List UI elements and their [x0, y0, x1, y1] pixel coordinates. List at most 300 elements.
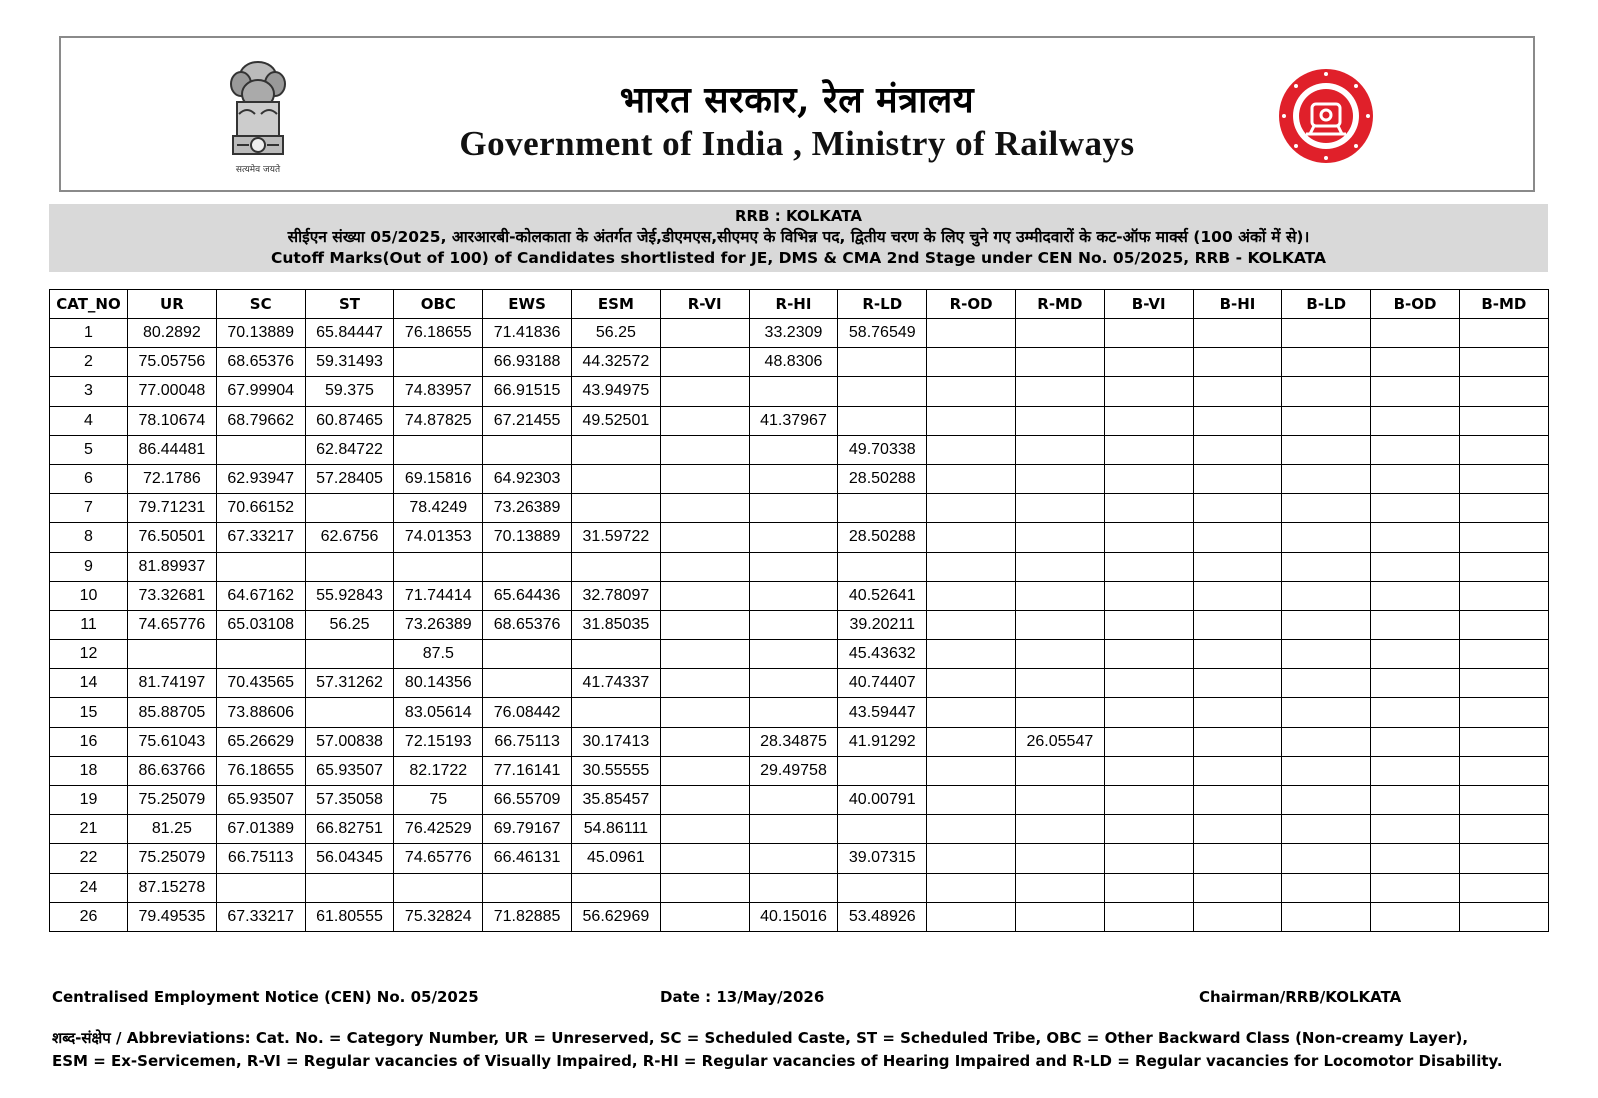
table-cell: 74.65776 — [128, 610, 217, 639]
table-cell — [1459, 581, 1548, 610]
table-cell — [216, 552, 305, 581]
table-cell — [1371, 902, 1460, 931]
table-cell — [394, 552, 483, 581]
table-row — [50, 523, 1549, 552]
table-cell — [1282, 377, 1371, 406]
table-cell — [1459, 756, 1548, 785]
table-cell — [1015, 640, 1104, 669]
table-cell — [749, 494, 838, 523]
table-cell — [1193, 464, 1282, 493]
table-cell — [1104, 902, 1193, 931]
table-cell: 80.2892 — [128, 319, 217, 348]
table-row — [50, 552, 1549, 581]
table-cell — [1015, 902, 1104, 931]
table-cell — [1193, 844, 1282, 873]
table-cell: 80.14356 — [394, 669, 483, 698]
table-cell — [1282, 494, 1371, 523]
table-cell — [660, 494, 749, 523]
column-header: R-VI — [660, 290, 749, 319]
column-header: B-OD — [1371, 290, 1460, 319]
table-cell — [1015, 610, 1104, 639]
table-cell — [1459, 523, 1548, 552]
table-cell — [1015, 815, 1104, 844]
table-row — [50, 348, 1549, 377]
table-cell — [838, 494, 927, 523]
table-cell: 66.91515 — [483, 377, 572, 406]
table-cell — [1371, 377, 1460, 406]
table-cell: 70.66152 — [216, 494, 305, 523]
table-cell — [1104, 377, 1193, 406]
table-cell: 22 — [50, 844, 128, 873]
table-cell — [927, 319, 1016, 348]
table-cell: 81.74197 — [128, 669, 217, 698]
title-english-description: Cutoff Marks(Out of 100) of Candidates shortlisted for JE, DMS & CMA 2nd Stage under CEN No. 05/2025, RRB - KOLKATA — [270, 249, 1327, 267]
table-cell: 31.59722 — [571, 523, 660, 552]
table-cell: 31.85035 — [571, 610, 660, 639]
column-header: B-LD — [1282, 290, 1371, 319]
table-cell — [1015, 494, 1104, 523]
table-cell — [927, 873, 1016, 902]
table-cell — [1015, 756, 1104, 785]
table-row — [50, 669, 1549, 698]
table-cell — [1104, 669, 1193, 698]
table-cell: 4 — [50, 406, 128, 435]
table-cell — [1193, 610, 1282, 639]
table-cell — [1104, 727, 1193, 756]
table-cell — [1282, 319, 1371, 348]
table-cell: 15 — [50, 698, 128, 727]
table-cell — [1193, 377, 1282, 406]
table-cell — [749, 610, 838, 639]
table-cell — [1459, 698, 1548, 727]
table-cell — [927, 756, 1016, 785]
table-cell: 67.33217 — [216, 902, 305, 931]
table-cell: 85.88705 — [128, 698, 217, 727]
table-cell — [1371, 844, 1460, 873]
table-row — [50, 494, 1549, 523]
table-cell: 45.0961 — [571, 844, 660, 873]
table-cell: 71.82885 — [483, 902, 572, 931]
table-row — [50, 698, 1549, 727]
table-cell — [305, 494, 394, 523]
table-cell — [1104, 640, 1193, 669]
table-cell — [1459, 844, 1548, 873]
column-header: B-MD — [1459, 290, 1548, 319]
table-cell — [660, 523, 749, 552]
table-cell: 49.52501 — [571, 406, 660, 435]
table-cell: 21 — [50, 815, 128, 844]
table-cell: 56.62969 — [571, 902, 660, 931]
table-cell — [1193, 523, 1282, 552]
table-cell: 41.91292 — [838, 727, 927, 756]
table-cell — [1193, 494, 1282, 523]
table-cell — [927, 494, 1016, 523]
table-cell — [927, 552, 1016, 581]
column-header: B-HI — [1193, 290, 1282, 319]
table-cell — [1282, 669, 1371, 698]
table-cell — [1104, 581, 1193, 610]
svg-text:सत्यमेव जयते: सत्यमेव जयते — [235, 165, 281, 175]
table-cell: 64.67162 — [216, 581, 305, 610]
table-cell: 3 — [50, 377, 128, 406]
table-cell: 70.13889 — [483, 523, 572, 552]
indian-railways-logo-icon — [1276, 66, 1376, 166]
table-cell — [838, 756, 927, 785]
table-cell — [1104, 464, 1193, 493]
table-cell: 77.16141 — [483, 756, 572, 785]
table-cell — [927, 435, 1016, 464]
table-cell — [1371, 815, 1460, 844]
table-cell: 76.42529 — [394, 815, 483, 844]
table-cell — [1193, 873, 1282, 902]
table-cell: 49.70338 — [838, 435, 927, 464]
table-cell: 26.05547 — [1015, 727, 1104, 756]
table-cell: 44.32572 — [571, 348, 660, 377]
table-cell — [660, 640, 749, 669]
table-cell — [1282, 464, 1371, 493]
table-cell: 74.87825 — [394, 406, 483, 435]
table-cell: 40.00791 — [838, 786, 927, 815]
table-cell: 28.50288 — [838, 464, 927, 493]
table-cell: 57.00838 — [305, 727, 394, 756]
table-cell — [1193, 669, 1282, 698]
table-cell — [838, 873, 927, 902]
table-cell: 86.63766 — [128, 756, 217, 785]
title-hindi: भारत सरकार, रेल मंत्रालय — [619, 79, 975, 121]
table-cell: 81.89937 — [128, 552, 217, 581]
table-cell — [660, 669, 749, 698]
table-cell — [1104, 786, 1193, 815]
column-header: R-MD — [1015, 290, 1104, 319]
table-cell — [749, 581, 838, 610]
table-cell: 73.88606 — [216, 698, 305, 727]
table-cell: 81.25 — [128, 815, 217, 844]
table-cell — [660, 610, 749, 639]
table-cell: 87.15278 — [128, 873, 217, 902]
table-cell — [660, 435, 749, 464]
table-cell — [749, 523, 838, 552]
table-cell: 41.37967 — [749, 406, 838, 435]
table-cell — [1015, 523, 1104, 552]
table-cell — [927, 727, 1016, 756]
table-cell — [1371, 464, 1460, 493]
column-header: ST — [305, 290, 394, 319]
table-cell: 57.31262 — [305, 669, 394, 698]
table-cell — [660, 786, 749, 815]
table-cell: 68.65376 — [216, 348, 305, 377]
table-cell — [660, 348, 749, 377]
table-cell — [838, 815, 927, 844]
table-cell — [660, 698, 749, 727]
table-cell: 75.61043 — [128, 727, 217, 756]
table-cell — [1015, 464, 1104, 493]
table-cell: 67.01389 — [216, 815, 305, 844]
table-cell: 79.49535 — [128, 902, 217, 931]
table-cell — [1193, 902, 1282, 931]
table-cell: 74.01353 — [394, 523, 483, 552]
table-cell — [838, 552, 927, 581]
table-cell — [1371, 319, 1460, 348]
table-cell: 18 — [50, 756, 128, 785]
table-cell — [1459, 552, 1548, 581]
table-cell: 66.82751 — [305, 815, 394, 844]
table-cell: 58.76549 — [838, 319, 927, 348]
table-row — [50, 319, 1549, 348]
column-header: CAT_NO — [50, 290, 128, 319]
table-cell: 1 — [50, 319, 128, 348]
table-cell: 41.74337 — [571, 669, 660, 698]
table-cell: 68.79662 — [216, 406, 305, 435]
table-cell: 73.26389 — [394, 610, 483, 639]
column-header: R-LD — [838, 290, 927, 319]
table-cell — [749, 844, 838, 873]
table-cell — [1459, 464, 1548, 493]
table-cell: 30.55555 — [571, 756, 660, 785]
table-cell — [1459, 727, 1548, 756]
table-cell — [1282, 727, 1371, 756]
table-cell — [749, 698, 838, 727]
table-cell — [1015, 319, 1104, 348]
table-cell — [1371, 669, 1460, 698]
table-cell — [749, 873, 838, 902]
table-cell — [1015, 406, 1104, 435]
table-cell — [1282, 698, 1371, 727]
table-cell: 68.65376 — [483, 610, 572, 639]
table-cell — [1015, 873, 1104, 902]
table-cell — [1015, 698, 1104, 727]
table-cell: 9 — [50, 552, 128, 581]
table-cell: 66.93188 — [483, 348, 572, 377]
table-cell — [1193, 756, 1282, 785]
table-cell — [1282, 552, 1371, 581]
rrb-name: RRB : KOLKATA — [735, 207, 862, 225]
table-cell: 78.4249 — [394, 494, 483, 523]
table-cell — [1015, 435, 1104, 464]
table-cell: 65.64436 — [483, 581, 572, 610]
table-cell — [1104, 844, 1193, 873]
table-cell — [1282, 786, 1371, 815]
table-cell: 39.20211 — [838, 610, 927, 639]
table-cell — [305, 640, 394, 669]
table-cell: 53.48926 — [838, 902, 927, 931]
table-cell — [1104, 698, 1193, 727]
table-cell — [927, 815, 1016, 844]
table-cell — [1193, 727, 1282, 756]
table-cell: 48.8306 — [749, 348, 838, 377]
table-cell — [128, 640, 217, 669]
table-cell — [571, 698, 660, 727]
table-cell — [1104, 815, 1193, 844]
table-cell: 67.33217 — [216, 523, 305, 552]
table-cell: 28.50288 — [838, 523, 927, 552]
table-cell: 64.92303 — [483, 464, 572, 493]
table-cell: 65.26629 — [216, 727, 305, 756]
table-cell — [749, 377, 838, 406]
table-cell: 29.49758 — [749, 756, 838, 785]
table-cell — [1459, 669, 1548, 698]
table-cell: 66.75113 — [216, 844, 305, 873]
table-cell: 65.84447 — [305, 319, 394, 348]
table-cell: 16 — [50, 727, 128, 756]
table-cell: 65.93507 — [216, 786, 305, 815]
abbreviations-note — [52, 1027, 1532, 1073]
table-cell — [571, 552, 660, 581]
table-cell: 76.08442 — [483, 698, 572, 727]
column-header: B-VI — [1104, 290, 1193, 319]
table-cell — [927, 348, 1016, 377]
table-cell — [927, 464, 1016, 493]
table-row — [50, 406, 1549, 435]
table-cell: 28.34875 — [749, 727, 838, 756]
table-cell: 75 — [394, 786, 483, 815]
table-cell — [660, 902, 749, 931]
table-cell: 40.74407 — [838, 669, 927, 698]
table-cell — [927, 377, 1016, 406]
table-cell — [1371, 552, 1460, 581]
table-cell — [394, 348, 483, 377]
table-row — [50, 610, 1549, 639]
cen-number: Centralised Employment Notice (CEN) No. 05/2025 — [52, 988, 479, 1006]
title-band — [49, 204, 1548, 272]
table-cell: 79.71231 — [128, 494, 217, 523]
table-cell: 30.17413 — [571, 727, 660, 756]
table-cell — [1104, 756, 1193, 785]
table-cell — [660, 464, 749, 493]
table-row — [50, 844, 1549, 873]
table-cell — [1282, 873, 1371, 902]
table-cell — [1104, 523, 1193, 552]
table-cell: 65.93507 — [305, 756, 394, 785]
table-cell — [749, 669, 838, 698]
table-cell: 40.52641 — [838, 581, 927, 610]
table-cell — [483, 873, 572, 902]
table-body — [50, 319, 1549, 932]
table-cell — [305, 698, 394, 727]
table-cell: 73.32681 — [128, 581, 217, 610]
column-header: SC — [216, 290, 305, 319]
table-cell: 40.15016 — [749, 902, 838, 931]
table-cell — [1371, 523, 1460, 552]
notice-date: Date : 13/May/2026 — [660, 988, 825, 1006]
table-cell: 75.25079 — [128, 844, 217, 873]
table-cell — [1104, 319, 1193, 348]
table-cell — [1282, 815, 1371, 844]
table-cell — [1459, 348, 1548, 377]
column-header: R-HI — [749, 290, 838, 319]
table-row — [50, 815, 1549, 844]
table-cell — [927, 640, 1016, 669]
table-cell: 66.46131 — [483, 844, 572, 873]
table-row — [50, 640, 1549, 669]
table-cell: 56.25 — [305, 610, 394, 639]
table-cell — [1371, 698, 1460, 727]
table-cell — [1371, 640, 1460, 669]
table-cell: 6 — [50, 464, 128, 493]
table-cell — [394, 435, 483, 464]
table-cell: 19 — [50, 786, 128, 815]
table-cell — [1282, 640, 1371, 669]
table-cell: 76.18655 — [394, 319, 483, 348]
table-header-row — [50, 290, 1549, 319]
table-cell — [1193, 786, 1282, 815]
table-cell: 62.84722 — [305, 435, 394, 464]
table-cell — [660, 581, 749, 610]
table-cell — [1193, 406, 1282, 435]
table-cell — [1015, 786, 1104, 815]
column-header: OBC — [394, 290, 483, 319]
table-cell — [1459, 873, 1548, 902]
table-cell — [216, 873, 305, 902]
table-cell — [660, 319, 749, 348]
table-cell — [749, 640, 838, 669]
table-cell — [1193, 552, 1282, 581]
table-cell — [305, 873, 394, 902]
table-row — [50, 756, 1549, 785]
table-cell: 75.25079 — [128, 786, 217, 815]
table-cell — [483, 669, 572, 698]
table-cell — [660, 756, 749, 785]
column-header: R-OD — [927, 290, 1016, 319]
table-cell — [1459, 319, 1548, 348]
table-cell: 12 — [50, 640, 128, 669]
table-cell — [660, 815, 749, 844]
table-cell — [305, 552, 394, 581]
table-cell — [1104, 552, 1193, 581]
table-cell — [1371, 727, 1460, 756]
table-cell — [927, 844, 1016, 873]
table-cell — [1104, 873, 1193, 902]
table-cell — [1282, 406, 1371, 435]
letterhead — [59, 36, 1535, 192]
column-header: UR — [128, 290, 217, 319]
table-cell — [749, 435, 838, 464]
table-cell — [1371, 435, 1460, 464]
table-cell — [483, 552, 572, 581]
table-cell: 55.92843 — [305, 581, 394, 610]
table-cell: 7 — [50, 494, 128, 523]
table-cell — [927, 698, 1016, 727]
table-cell: 75.05756 — [128, 348, 217, 377]
table-cell — [216, 435, 305, 464]
table-cell: 67.21455 — [483, 406, 572, 435]
table-cell: 26 — [50, 902, 128, 931]
table-cell — [1371, 494, 1460, 523]
table-cell: 67.99904 — [216, 377, 305, 406]
table-cell — [660, 873, 749, 902]
table-cell: 10 — [50, 581, 128, 610]
table-cell — [571, 873, 660, 902]
table-cell: 69.79167 — [483, 815, 572, 844]
table-cell — [927, 523, 1016, 552]
table-cell — [1015, 844, 1104, 873]
table-cell — [749, 786, 838, 815]
table-cell — [1015, 377, 1104, 406]
chairman-signature-label: Chairman/RRB/KOLKATA — [1199, 988, 1402, 1006]
title-english: Government of India , Ministry of Railways — [459, 124, 1135, 163]
table-cell — [1015, 348, 1104, 377]
table-cell: 72.15193 — [394, 727, 483, 756]
table-cell: 82.1722 — [394, 756, 483, 785]
table-cell: 32.78097 — [571, 581, 660, 610]
table-row — [50, 581, 1549, 610]
table-cell: 69.15816 — [394, 464, 483, 493]
table-cell — [1104, 610, 1193, 639]
table-cell — [216, 640, 305, 669]
table-cell: 70.13889 — [216, 319, 305, 348]
table-cell: 56.04345 — [305, 844, 394, 873]
table-cell — [1459, 902, 1548, 931]
table-cell — [1459, 815, 1548, 844]
